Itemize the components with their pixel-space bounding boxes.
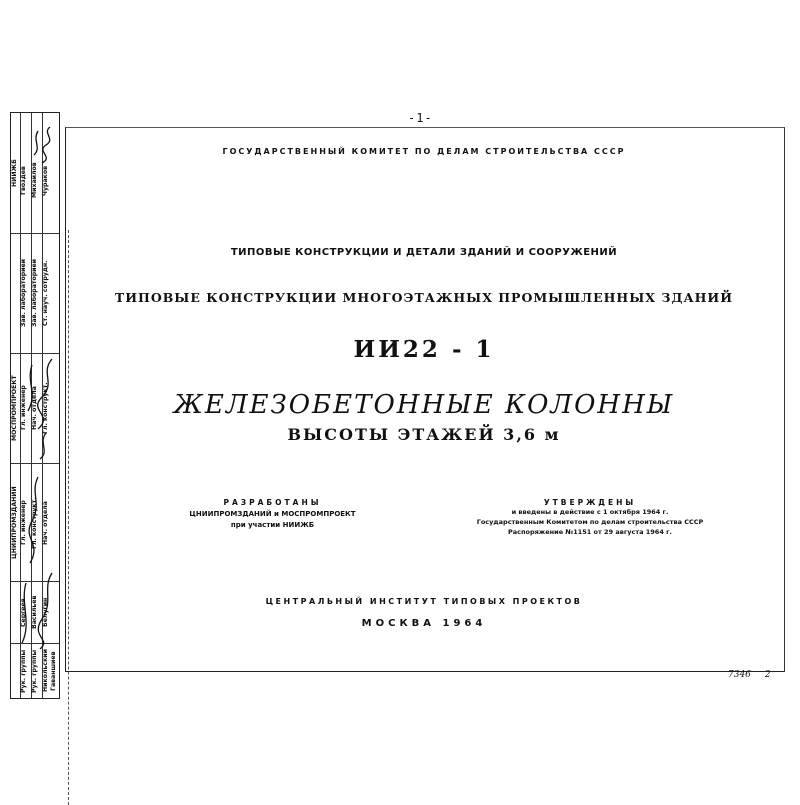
stamp-role: Зав. лабораторией [31, 259, 38, 328]
stamp-name: Гаваншиев [50, 651, 57, 691]
publication-place-year: МОСКВА 1964 [361, 618, 487, 629]
stamp-role: Гл. инженер [20, 385, 27, 431]
stamp-name: Белугин [42, 597, 49, 628]
stamp-role: Рук. группы [20, 649, 27, 693]
inventory-note [728, 670, 785, 680]
developed-organizations: ЦНИИПРОМЗДАНИЙ и МОСПРОМПРОЕКТ [189, 510, 356, 518]
developed-by-block [165, 497, 380, 531]
developed-participation: при участии НИИЖБ [230, 521, 315, 530]
stamp-name: Никольский [42, 649, 49, 693]
stamp-role: Нач. отдела [42, 501, 49, 545]
approval-stamp-column [10, 112, 70, 697]
approved-by-block [470, 497, 710, 538]
stamp-org-1: НИИЖБ [11, 159, 18, 187]
stamp-role: Зав. лабораторией [20, 259, 27, 328]
stamp-role: Гл. конструкт. [42, 382, 49, 434]
stamp-name: Гвоздев [20, 166, 27, 195]
approved-effective-date: и введены в действие с 1 октября 1964 г. [511, 508, 669, 517]
document-code: ИИ22 - 1 [353, 336, 495, 363]
stamp-table [10, 112, 60, 699]
page-number: -1- [408, 111, 433, 125]
stamp-role: Рук. группы [31, 649, 38, 693]
approved-heading: УТВЕРЖДЕНЫ [543, 498, 637, 507]
developed-heading: РАЗРАБОТАНЫ [223, 498, 322, 507]
approved-order: Распоряжение №1151 от 29 августа 1964 г. [508, 527, 672, 536]
volume-heading: ТИПОВЫЕ КОНСТРУКЦИИ МНОГОЭТАЖНЫХ ПРОМЫШЛЕННЫХ ЗДАНИЙ [114, 290, 734, 305]
stamp-role: Нач. отдела [31, 386, 38, 430]
committee-heading: ГОСУДАРСТВЕННЫЙ КОМИТЕТ ПО ДЕЛАМ СТРОИТЕЛЬСТВА СССР [222, 147, 626, 156]
stamp-org-2: МОСПРОМПРОЕКТ [11, 375, 18, 441]
approved-authority: Государственным Комитетом по делам строительства СССР [476, 518, 704, 526]
stamp-name: Сергеев [20, 598, 27, 627]
stamp-name: Чураков [42, 165, 49, 196]
document-title: ЖЕЛЕЗОБЕТОННЫЕ КОЛОННЫ [173, 390, 675, 420]
stamp-role: Ст. науч. сотрудн. [42, 260, 49, 326]
inventory-number: 7346 [728, 670, 751, 680]
stamp-role: Гл. инженер [20, 500, 27, 546]
series-heading: ТИПОВЫЕ КОНСТРУКЦИИ И ДЕТАЛИ ЗДАНИЙ И СООРУЖЕНИЙ [230, 247, 618, 258]
publisher-institute: ЦЕНТРАЛЬНЫЙ ИНСТИТУТ ТИПОВЫХ ПРОЕКТОВ [265, 597, 583, 606]
document-subtitle: ВЫСОТЫ ЭТАЖЕЙ 3,6 м [287, 425, 561, 444]
stamp-role: Гл. конструкт. [31, 497, 38, 549]
stamp-org-3: ЦНИИПРОМЗДАНИЙ [11, 486, 18, 560]
stamp-name: Васильев [31, 595, 38, 630]
sheet-number: 2 [764, 670, 771, 680]
stamp-name: Михайлов [31, 162, 38, 199]
